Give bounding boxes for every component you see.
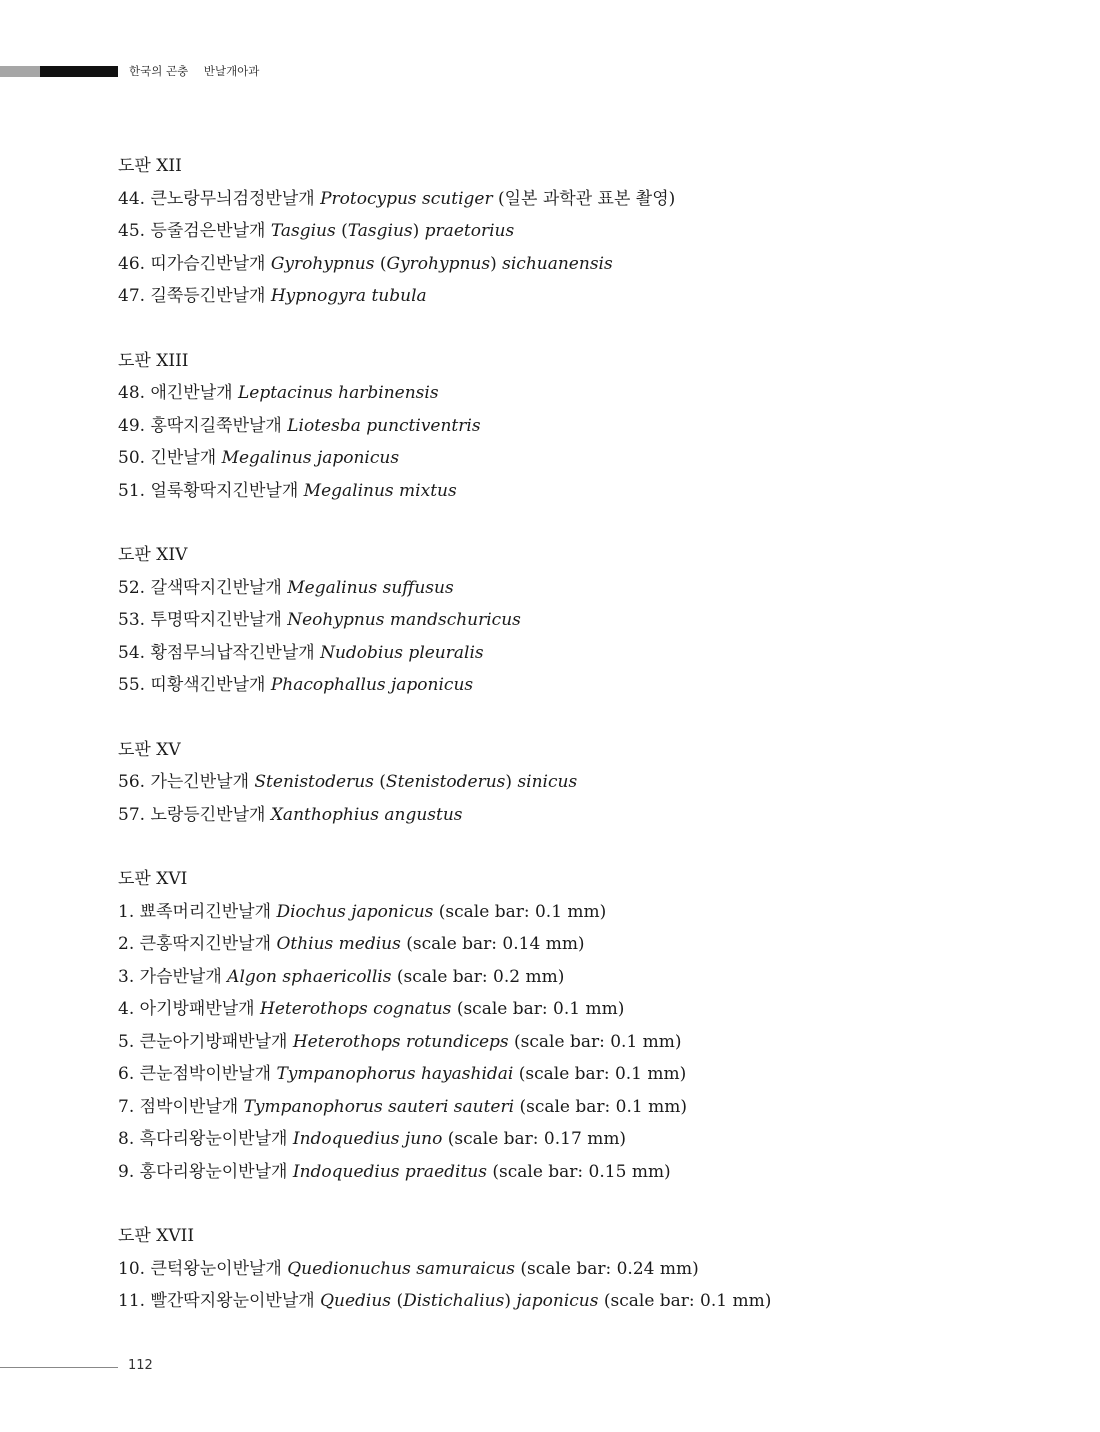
caption-note: ) [505,772,518,792]
scientific-name: sinicus [517,772,578,792]
korean-name: 큰홍딱지긴반날개 [139,934,272,954]
entry-number: 11. [118,1291,146,1311]
caption-entry [118,1253,1078,1286]
entry-number: 6. [118,1064,135,1084]
entry-number: 49. [118,415,146,436]
plate-title: 도판 XVII [118,1226,195,1246]
caption-note: (scale bar: 0.17 mm) [442,1129,627,1149]
scientific-name: Diochus japonicus [276,901,434,922]
korean-name: 긴반날개 [150,448,217,468]
entry-number: 44. [118,188,146,209]
caption-entry [118,183,1078,216]
caption-entry [118,475,1078,508]
scientific-name: Tympanophorus sauteri sauteri [243,1096,515,1117]
scientific-name: Nudobius pleuralis [320,642,484,663]
scientific-name: Neohypnus mandschuricus [287,610,521,630]
plate-title: 도판 XVI [118,869,188,889]
korean-name: 가슴반날개 [139,966,222,987]
entry-number: 54. [118,642,146,663]
korean-name: 큰턱왕눈이반날개 [150,1258,282,1279]
caption-note: ( [391,1291,404,1311]
korean-name: 황점무늬납작긴반날개 [150,642,315,663]
plate-section [118,345,1078,508]
entry-number: 50. [118,448,146,468]
caption-entry [118,1123,1078,1156]
scientific-name: Algon sphaericollis [227,966,392,987]
korean-name: 점박이반날개 [139,1096,239,1117]
caption-entry [118,1026,1078,1059]
scientific-name: Indoquedius praeditus [292,1161,487,1182]
scientific-name: Leptacinus harbinensis [237,383,439,403]
entry-number: 9. [118,1161,135,1182]
caption-entry [118,215,1078,248]
korean-name: 가는긴반날개 [150,772,249,792]
scientific-name: Megalinus suffusus [287,577,454,598]
scientific-name: Phacophallus japonicus [270,675,474,695]
entry-number: 46. [118,253,146,274]
korean-name: 큰눈아기방패반날개 [139,1031,288,1052]
korean-name: 띠가슴긴반날개 [150,253,266,274]
scientific-name: Quedius [320,1291,392,1311]
caption-entry [118,1091,1078,1124]
caption-note: (scale bar: 0.1 mm) [451,999,625,1019]
caption-entry [118,896,1078,929]
caption-entry [118,1058,1078,1091]
plate-title: 도판 XIV [118,545,188,565]
scientific-name: Tympanophorus hayashidai [276,1064,514,1084]
scientific-name: Heterothops cognatus [260,999,452,1019]
entry-number: 48. [118,383,146,403]
entry-number: 3. [118,966,135,987]
scientific-name: Protocypus scutiger [320,188,493,209]
plate-section [118,734,1078,832]
korean-name: 홍다리왕눈이반날개 [139,1161,288,1182]
scientific-name: Gyrohypnus [270,253,375,274]
caption-entry [118,961,1078,994]
caption-entry [118,928,1078,961]
scientific-name: Tasgius [347,221,413,241]
caption-entry [118,766,1078,799]
header-bar-black [40,66,118,77]
caption-note: (scale bar: 0.1 mm) [514,1096,687,1117]
caption-note: ) [490,253,503,274]
caption-entry [118,637,1078,670]
caption-note: (scale bar: 0.1 mm) [513,1064,687,1084]
korean-name: 홍딱지길쭉반날개 [150,415,282,436]
korean-name: 뾰족머리긴반날개 [139,901,272,922]
korean-name: 투명딱지긴반날개 [150,610,282,630]
entry-number: 7. [118,1096,135,1117]
korean-name: 흑다리왕눈이반날개 [139,1129,288,1149]
entry-number: 2. [118,934,135,954]
scientific-name: Megalinus japonicus [221,448,400,468]
entry-number: 10. [118,1258,146,1279]
entry-number: 5. [118,1031,135,1052]
caption-note: (scale bar: 0.15 mm) [486,1161,671,1182]
header-bar-grey [0,66,40,77]
caption-entry [118,799,1078,832]
plate-section [118,150,1078,313]
korean-name: 애긴반날개 [150,383,233,403]
plate-captions [118,150,1078,1350]
entry-number: 51. [118,480,146,501]
korean-name: 빨간딱지왕눈이반날개 [150,1291,315,1311]
caption-entry [118,604,1078,637]
caption-entry [118,572,1078,605]
caption-note: (scale bar: 0.1 mm) [508,1031,682,1052]
caption-note: ( [335,221,348,241]
entry-number: 1. [118,901,135,922]
scientific-name: Xanthophius angustus [270,804,463,825]
scientific-name: Distichalius [403,1291,505,1311]
plate-title: 도판 XIII [118,350,189,371]
caption-note: ) [412,221,425,241]
entry-number: 4. [118,999,135,1019]
caption-note: ( [374,253,387,274]
scientific-name: japonicus [516,1291,599,1311]
plate-title: 도판 XII [118,156,182,176]
entry-number: 47. [118,286,146,306]
caption-entry [118,377,1078,410]
korean-name: 길쭉등긴반날개 [150,286,266,306]
korean-name: 아기방패반날개 [139,999,255,1019]
caption-note: (scale bar: 0.1 mm) [433,901,607,922]
korean-name: 등줄검은반날개 [150,221,266,241]
caption-entry [118,410,1078,443]
scientific-name: Indoquedius juno [292,1129,443,1149]
caption-note: ( [373,772,386,792]
korean-name: 노랑등긴반날개 [150,804,266,825]
caption-entry [118,248,1078,281]
caption-note: (scale bar: 0.1 mm) [598,1291,772,1311]
korean-name: 띠황색긴반날개 [150,675,266,695]
scientific-name: Heterothops rotundiceps [292,1031,509,1052]
scientific-name: Stenistoderus [254,772,374,792]
caption-note: (scale bar: 0.14 mm) [400,934,585,954]
korean-name: 갈색딱지긴반날개 [150,577,282,598]
caption-entry [118,280,1078,313]
scientific-name: Tasgius [270,221,336,241]
entry-number: 52. [118,577,146,598]
scientific-name: Megalinus mixtus [303,480,457,501]
caption-note: (scale bar: 0.2 mm) [391,966,565,987]
entry-number: 45. [118,221,146,241]
scientific-name: Gyrohypnus [386,253,491,274]
korean-name: 얼룩황딱지긴반날개 [150,480,299,501]
caption-entry [118,1285,1078,1318]
caption-note: (일본 과학관 표본 촬영) [492,188,676,209]
scientific-name: Othius medius [276,934,401,954]
caption-note: (scale bar: 0.24 mm) [515,1258,699,1279]
scientific-name: praetorius [424,221,515,241]
korean-name: 큰노랑무늬검정반날개 [150,188,315,209]
scientific-name: Quedionuchus samuraicus [287,1258,516,1279]
caption-entry [118,669,1078,702]
scientific-name: sichuanensis [502,253,613,274]
plate-section [118,1220,1078,1318]
plate-section [118,863,1078,1188]
entry-number: 8. [118,1129,135,1149]
page-number: 112 [128,1358,153,1373]
entry-number: 53. [118,610,146,630]
footer-rule [0,1367,118,1368]
running-header [129,63,259,79]
caption-entry [118,1156,1078,1189]
korean-name: 큰눈점박이반날개 [139,1064,272,1084]
book-title: 한국의 곤충 [129,64,189,78]
scientific-name: Hypnogyra tubula [270,286,427,306]
caption-entry [118,442,1078,475]
family-title: 반날개아과 [203,64,260,78]
entry-number: 57. [118,804,146,825]
caption-entry [118,993,1078,1026]
caption-note: ) [504,1291,517,1311]
entry-number: 56. [118,772,146,792]
plate-section [118,539,1078,702]
scientific-name: Liotesba punctiventris [287,415,481,436]
scientific-name: Stenistoderus [385,772,506,792]
entry-number: 55. [118,675,146,695]
plate-title: 도판 XV [118,739,181,760]
